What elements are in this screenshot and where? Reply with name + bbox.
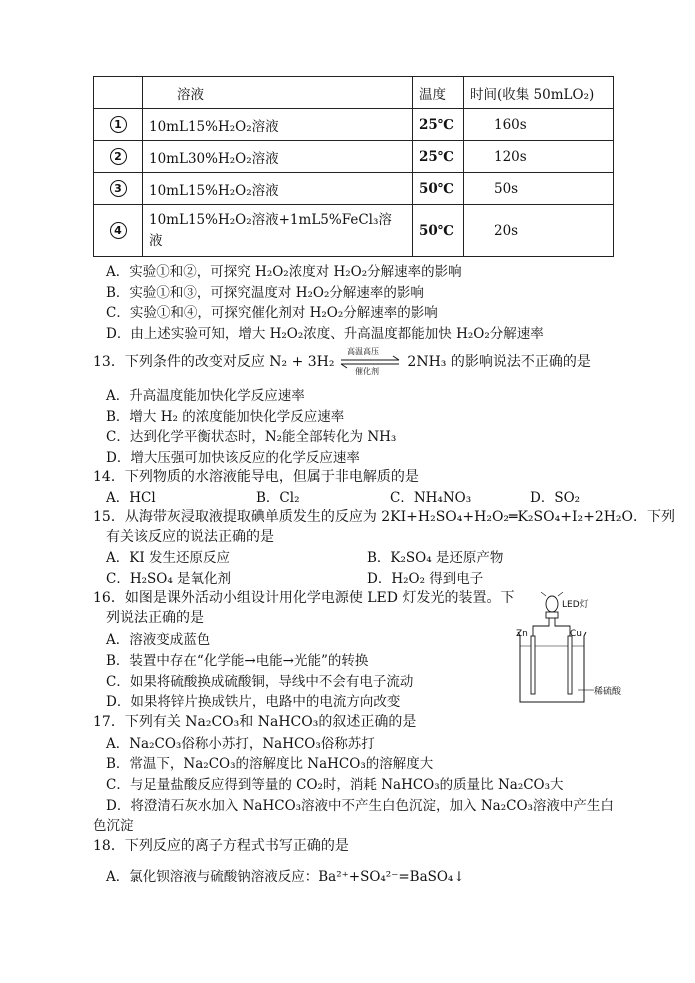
row-solution: 10mL30%H₂O₂溶液	[143, 141, 413, 173]
q12-option-c: C．实验①和④，可探究催化剂对 H₂O₂分解速率的影响	[106, 305, 438, 321]
q15-option-b: B．K₂SO₄ 是还原产物	[367, 550, 504, 566]
table-header-solution: 溶液	[143, 77, 413, 109]
q13-option-c: C．达到化学平衡状态时，N₂能全部转化为 NH₃	[106, 429, 397, 445]
q17-option-a: A．Na₂CO₃俗称小苏打，NaHCO₃俗称苏打	[106, 736, 375, 752]
q18-option-a: A．氯化钡溶液与硫酸钠溶液反应：Ba²⁺+SO₄²⁻=BaSO₄↓	[106, 869, 465, 885]
q12-option-d: D．由上述实验可知，增大 H₂O₂浓度、升高温度都能加快 H₂O₂分解速率	[106, 326, 544, 342]
q16-option-a: A．溶液变成蓝色	[106, 632, 211, 648]
row-temp: 25℃	[413, 109, 464, 141]
row-time: 120s	[464, 141, 614, 173]
q13-option-d: D．增大压强可加快该反应的化学反应速率	[106, 450, 360, 466]
row-time: 20s	[464, 205, 614, 257]
row-index: 1	[110, 116, 127, 133]
q16-stem-line1: 16．如图是课外活动小组设计用化学电源使 LED 灯发光的装置。下	[93, 590, 515, 606]
q16-option-c: C．如果将硫酸换成硫酸铜，导线中不会有电子流动	[106, 674, 414, 690]
q16-option-b: B．装置中存在“化学能→电能→光能”的转换	[106, 653, 369, 669]
row-temp: 25℃	[413, 141, 464, 173]
row-index: 2	[110, 148, 127, 165]
cu-label: Cu	[570, 629, 582, 639]
arrow-condition-top: 高温高压	[346, 347, 379, 356]
q13-stem	[93, 347, 591, 376]
q14-option-d: D．SO₂	[530, 490, 581, 506]
row-temp: 50℃	[413, 205, 464, 257]
q15-stem-line2: 有关该反应的说法正确的是	[106, 529, 274, 545]
q15-option-c: C．H₂SO₄ 是氧化剂	[106, 571, 232, 587]
table-header-time: 时间(收集 50mLO₂)	[464, 77, 614, 109]
q18-stem: 18．下列反应的离子方程式书写正确的是	[93, 838, 349, 854]
zinc-electrode	[531, 636, 535, 694]
q17-option-c: C．与足量盐酸反应得到等量的 CO₂时，消耗 NaHCO₃的质量比 Na₂CO₃大	[106, 777, 564, 793]
acid-label: 稀硫酸	[594, 687, 622, 697]
q17-option-d: D．将澄清石灰水加入 NaHCO₃溶液中不产生白色沉淀，加入 Na₂CO₃溶液中产生白	[106, 798, 614, 814]
q17-stem: 17．下列有关 Na₂CO₃和 NaHCO₃的叙述正确的是	[93, 714, 417, 730]
q16-option-d: D．如果将锌片换成铁片，电路中的电流方向改变	[106, 694, 401, 710]
table-row	[94, 173, 614, 205]
arrow-condition-bottom: 催化剂	[354, 367, 379, 376]
q14-option-b: B．Cl₂	[256, 490, 300, 506]
row-time: 160s	[464, 109, 614, 141]
table-row	[94, 205, 614, 257]
experiment-table	[93, 76, 614, 257]
q15-option-a: A．KI 发生还原反应	[106, 550, 230, 566]
row-solution-line1: 10mL15%H₂O₂溶液+1mL5%FeCl₃溶	[149, 211, 392, 228]
q16-stem-line2: 列说法正确的是	[106, 610, 204, 626]
equilibrium-arrow	[339, 347, 403, 376]
row-solution: 10mL15%H₂O₂溶液	[143, 109, 413, 141]
table-header-temp: 温度	[413, 77, 464, 109]
row-time: 50s	[464, 173, 614, 205]
q14-option-c: C．NH₄NO₃	[390, 490, 472, 506]
zn-label: Zn	[516, 629, 528, 639]
row-index: 3	[110, 180, 127, 197]
q15-stem-line1: 15．从海带灰浸取液提取碘单质发生的反应为 2KI+H₂SO₄+H₂O₂═K₂SO₄+I₂+2H₂O．下列	[93, 509, 676, 525]
led-label: LED灯	[562, 600, 589, 610]
table-row	[94, 109, 614, 141]
q12-option-a: A．实验①和②，可探究 H₂O₂浓度对 H₂O₂分解速率的影响	[106, 264, 462, 280]
galvanic-cell-figure	[508, 592, 628, 710]
row-solution-line2: 液	[149, 232, 163, 249]
q14-stem: 14．下列物质的水溶液能导电，但属于非电解质的是	[93, 469, 419, 485]
table-row	[94, 141, 614, 173]
row-index: 4	[110, 222, 127, 239]
copper-electrode	[568, 636, 572, 694]
q14-option-a: A．HCl	[106, 490, 156, 506]
q13-stem-suffix: 2NH₃ 的影响说法不正确的是	[407, 354, 591, 370]
q13-stem-prefix: 13．下列条件的改变对反应 N₂ + 3H₂	[93, 354, 335, 370]
row-solution	[143, 205, 413, 257]
q13-option-a: A．升高温度能加快化学反应速率	[106, 388, 305, 404]
q17-option-d-continued: 色沉淀	[93, 818, 134, 834]
row-solution: 10mL15%H₂O₂溶液	[143, 173, 413, 205]
row-temp: 50℃	[413, 173, 464, 205]
q12-option-b: B．实验①和③，可探究温度对 H₂O₂分解速率的影响	[106, 285, 424, 301]
led-bulb-icon	[546, 596, 558, 612]
q15-option-d: D．H₂O₂ 得到电子	[367, 571, 484, 587]
q17-option-b: B．常温下，Na₂CO₃的溶解度比 NaHCO₃的溶解度大	[106, 756, 434, 772]
table-header-index	[94, 77, 143, 109]
q13-option-b: B．增大 H₂ 的浓度能加快化学反应速率	[106, 409, 345, 425]
